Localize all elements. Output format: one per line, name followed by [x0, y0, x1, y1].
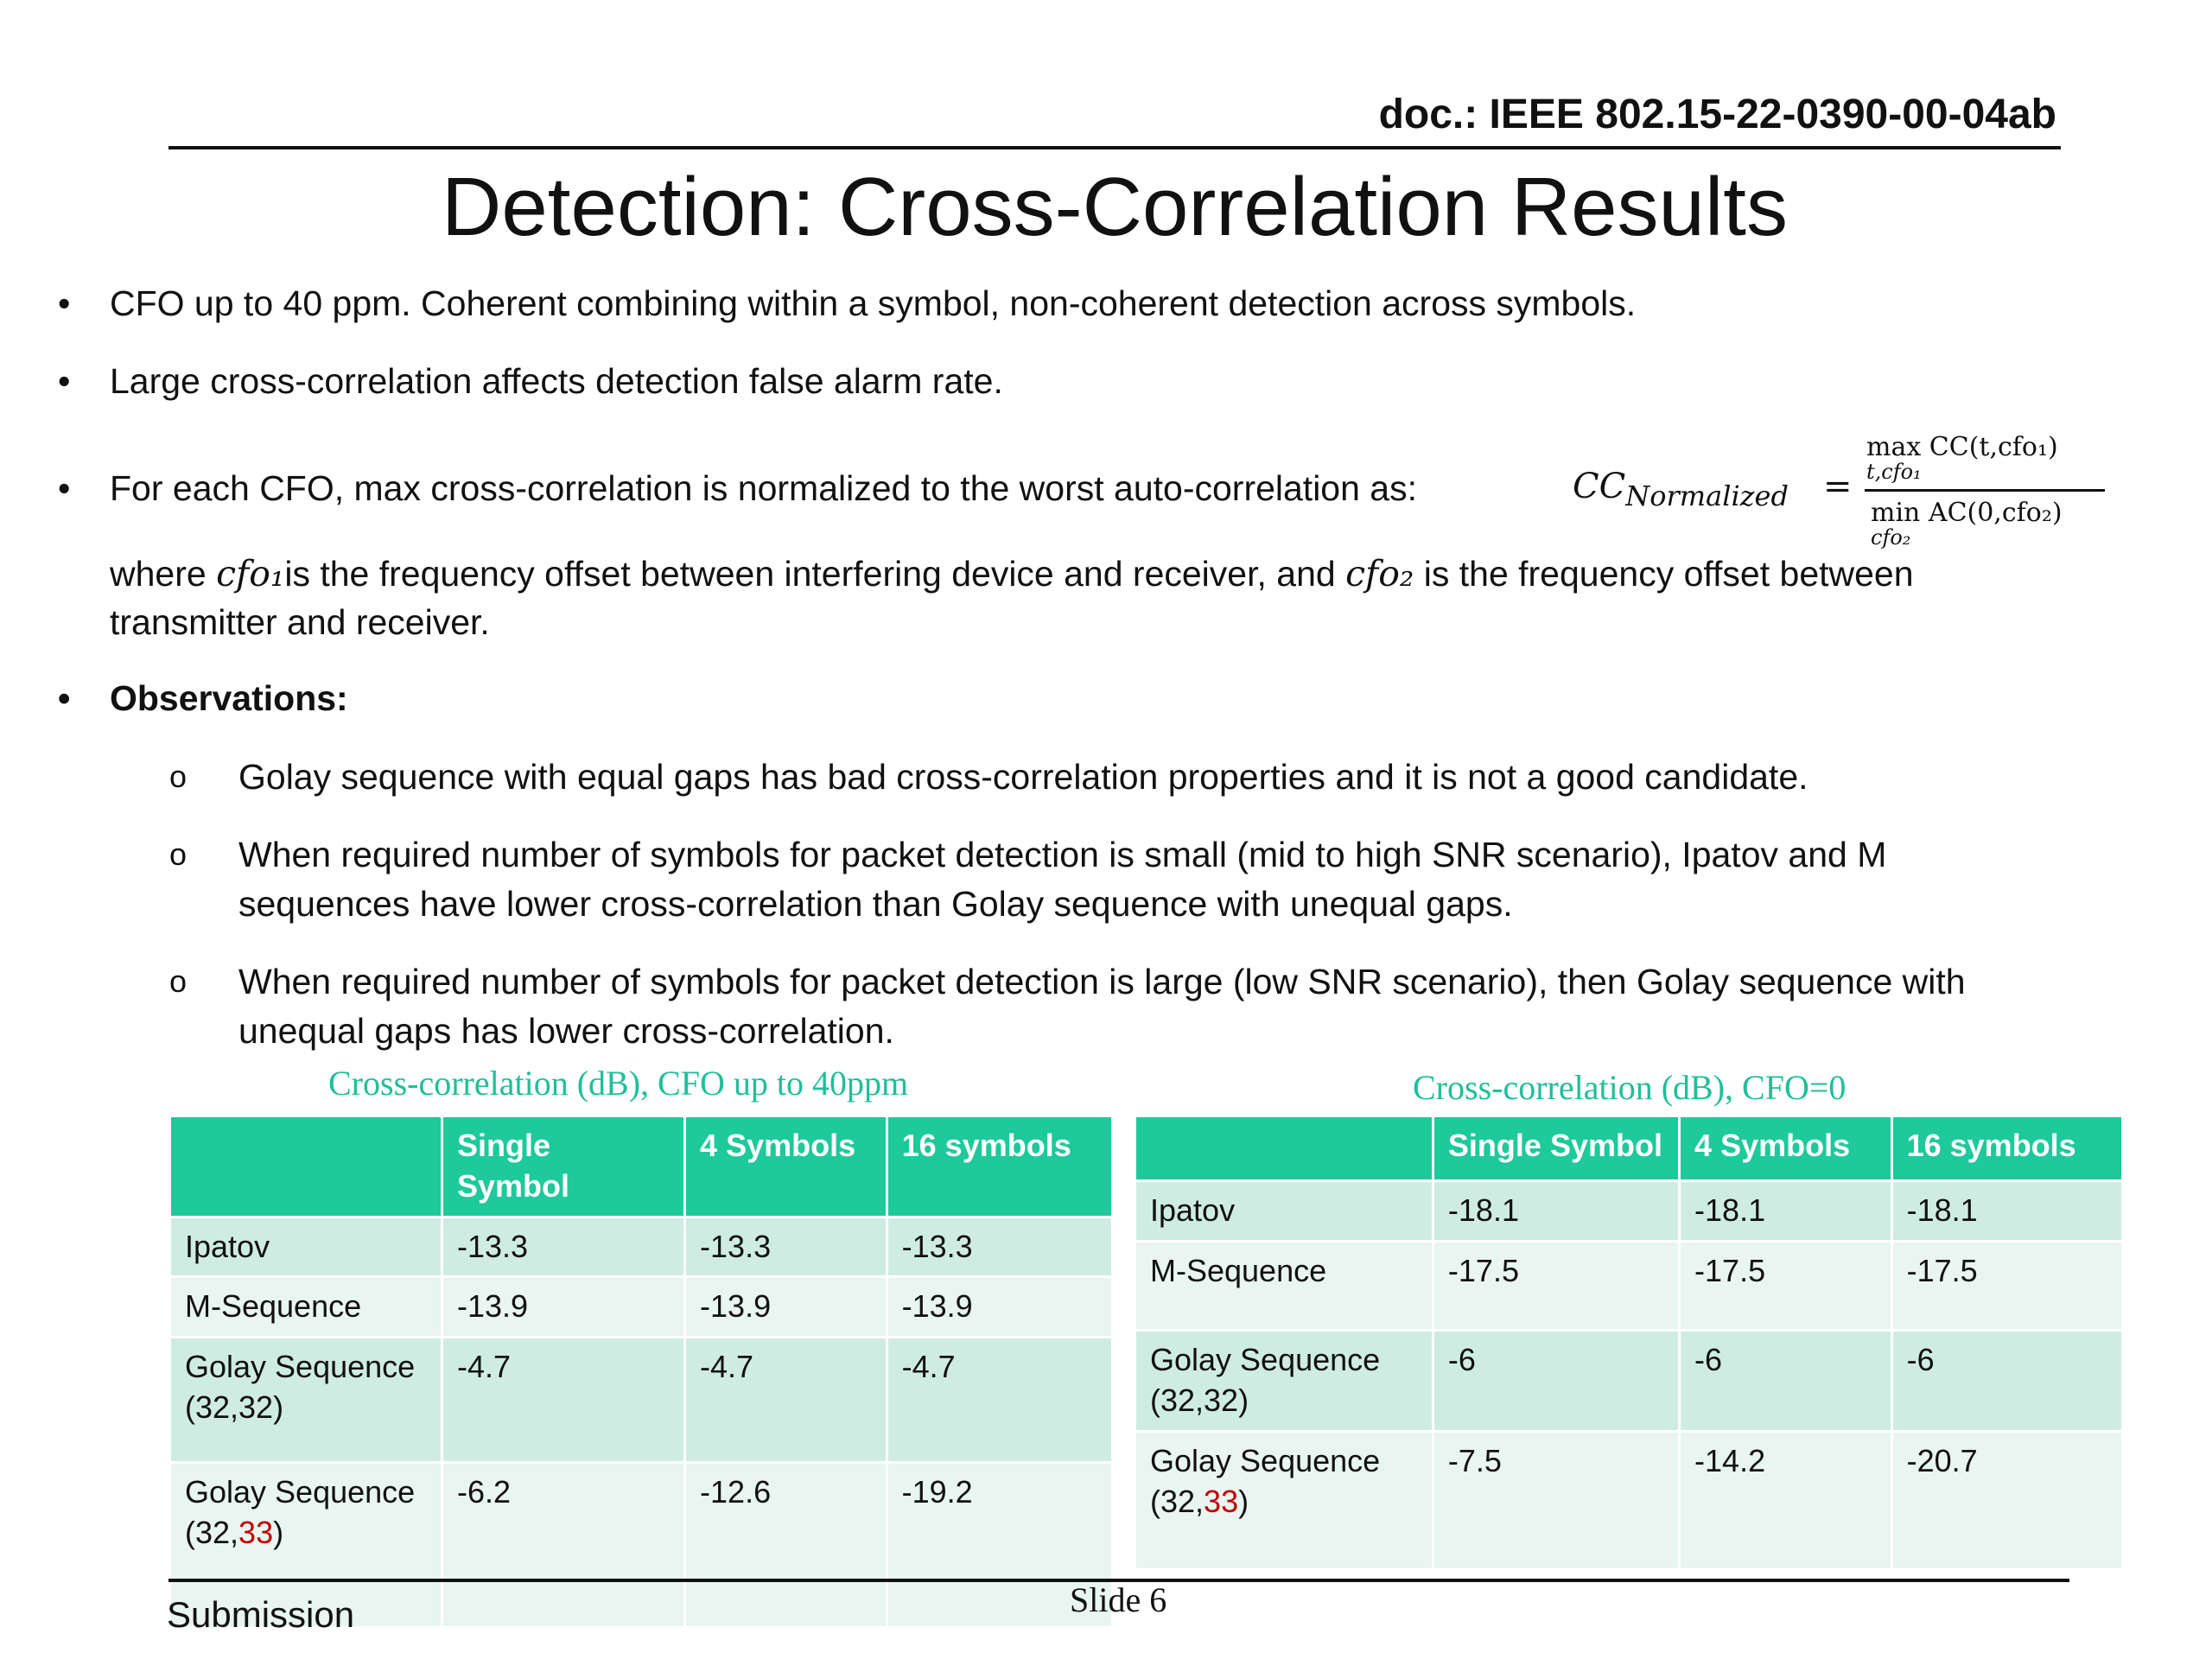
table-header-row — [170, 1116, 1113, 1217]
header-cell: Single Symbol — [442, 1116, 685, 1217]
fraction-bar — [1865, 489, 2105, 492]
header-cell-empty — [170, 1116, 442, 1217]
table-cell: -13.3 — [442, 1217, 685, 1277]
formula-equals: = — [1823, 467, 1853, 506]
bullet-cfo: • CFO up to 40 ppm. Coherent combining within a symbol, non-coherent detection across symbols. — [58, 283, 1637, 323]
header-cell: 16 symbols — [1891, 1116, 2122, 1181]
bullet-dot: • — [58, 283, 71, 323]
right-table-caption: Cross-correlation (dB), CFO=0 — [1413, 1068, 1847, 1107]
table-cell: -20.7 — [1891, 1432, 2122, 1570]
table-cell: -19.2 — [887, 1463, 1112, 1628]
header-cell: 16 symbols — [887, 1116, 1112, 1217]
row-label: Ipatov — [170, 1217, 442, 1277]
formula-numerator: max CC(t,cfo₁) — [1866, 432, 2058, 462]
observation-small-symbols: o When required number of symbols for packet detection is small (mid to high SNR scenario), Ipatov and M — [169, 835, 1887, 874]
table-header-row — [1135, 1116, 2123, 1181]
table-cell: -18.1 — [1891, 1181, 2122, 1242]
table-cell: -6 — [1433, 1331, 1679, 1432]
var-cfo2: cfo₂ — [1345, 553, 1414, 594]
table-cell: -12.6 — [685, 1463, 887, 1628]
table-cell: -6.2 — [442, 1463, 685, 1628]
formula-denominator-subscript: cfo₂ — [1871, 525, 1911, 550]
bullet-observations: • Observations: — [58, 678, 348, 718]
table-cell: -13.3 — [887, 1217, 1112, 1277]
var-cfo1: cfo₁ — [216, 553, 285, 594]
table-row — [1135, 1331, 2123, 1432]
bullet-dot: • — [58, 361, 71, 401]
formula-denominator: min AC(0,cfo₂) — [1871, 498, 2063, 528]
header-cell: 4 Symbols — [685, 1116, 887, 1217]
bullet-dot: • — [58, 678, 71, 718]
formula-numerator-subscript: t,cfo₁ — [1866, 460, 1922, 484]
table-cell: -13.3 — [685, 1217, 887, 1277]
observation-large-symbols-cont: unequal gaps has lower cross-correlation. — [238, 1011, 894, 1051]
row-label: Golay Sequence (32,33) — [170, 1463, 442, 1628]
table-cell: -4.7 — [685, 1338, 887, 1463]
table-row — [1135, 1242, 2123, 1331]
header-rule — [168, 146, 2061, 149]
table-cell: -17.5 — [1891, 1242, 2122, 1331]
header-cell: 4 Symbols — [1680, 1116, 1892, 1181]
sub-bullet-circle: o — [169, 836, 188, 872]
bullet-normalization: • For each CFO, max cross-correlation is normalized to the worst auto-correlation as: — [58, 468, 1417, 508]
row-label: M-Sequence — [170, 1277, 442, 1338]
bullet-where-line: where cfo₁is the frequency offset between interfering device and receiver, and cfo₂ is the frequency offset between — [110, 553, 1914, 594]
table-cell: -13.9 — [442, 1277, 685, 1338]
table-cell: -17.5 — [1680, 1242, 1892, 1331]
table-cell: -17.5 — [1433, 1242, 1679, 1331]
table-cell: -6 — [1891, 1331, 2122, 1432]
formula-lhs: $CC_{Normalized}$ — [1573, 467, 1789, 512]
observation-large-symbols: o When required number of symbols for packet detection is large (low SNR scenario), then Golay sequence with — [169, 962, 1966, 1001]
document-id: doc.: IEEE 802.15-22-0390-00-04ab — [1378, 92, 2056, 137]
table-row — [1135, 1432, 2123, 1570]
observation-small-symbols-cont: sequences have lower cross-correlation than Golay sequence with unequal gaps. — [238, 884, 1513, 924]
sub-bullet-circle: o — [169, 963, 188, 999]
table-cell: -4.7 — [442, 1338, 685, 1463]
table-cell: -13.9 — [685, 1277, 887, 1338]
table-row — [170, 1338, 1113, 1463]
row-label: Golay Sequence (32,32) — [170, 1338, 442, 1463]
left-table-caption: Cross-correlation (dB), CFO up to 40ppm — [328, 1064, 909, 1103]
cfo-40ppm-table — [168, 1115, 1114, 1629]
header-cell-empty — [1135, 1116, 1433, 1181]
sub-bullet-circle: o — [169, 759, 188, 794]
cfo-zero-table — [1134, 1115, 2124, 1571]
header-cell: Single Symbol — [1433, 1116, 1679, 1181]
table-cell: -7.5 — [1433, 1432, 1679, 1570]
table-cell: -14.2 — [1680, 1432, 1892, 1570]
table-cell: -13.9 — [887, 1277, 1112, 1338]
slide-number: Slide 6 — [1070, 1580, 1167, 1619]
row-label: Golay Sequence (32,33) — [1135, 1432, 1433, 1570]
table-row — [170, 1277, 1113, 1338]
bullet-dot: • — [58, 468, 71, 508]
slide-title: Detection: Cross-Correlation Results — [442, 161, 1788, 253]
bullet-false-alarm: • Large cross-correlation affects detection false alarm rate. — [58, 361, 1003, 401]
row-label: Ipatov — [1135, 1181, 1433, 1242]
table-cell: -6 — [1680, 1331, 1892, 1432]
row-label: Golay Sequence (32,32) — [1135, 1331, 1433, 1432]
bullet-where-cont: transmitter and receiver. — [110, 602, 490, 642]
table-row — [1135, 1181, 2123, 1242]
table-cell: -18.1 — [1433, 1181, 1679, 1242]
row-label: M-Sequence — [1135, 1242, 1433, 1331]
table-cell: -18.1 — [1680, 1181, 1892, 1242]
table-row — [170, 1217, 1113, 1277]
submission-label: Submission — [167, 1594, 355, 1635]
table-cell: -4.7 — [887, 1338, 1112, 1463]
observation-golay-equal: o Golay sequence with equal gaps has bad cross-correlation properties and it is not a good candidate. — [169, 757, 1808, 797]
normalization-formula — [1573, 432, 2108, 553]
